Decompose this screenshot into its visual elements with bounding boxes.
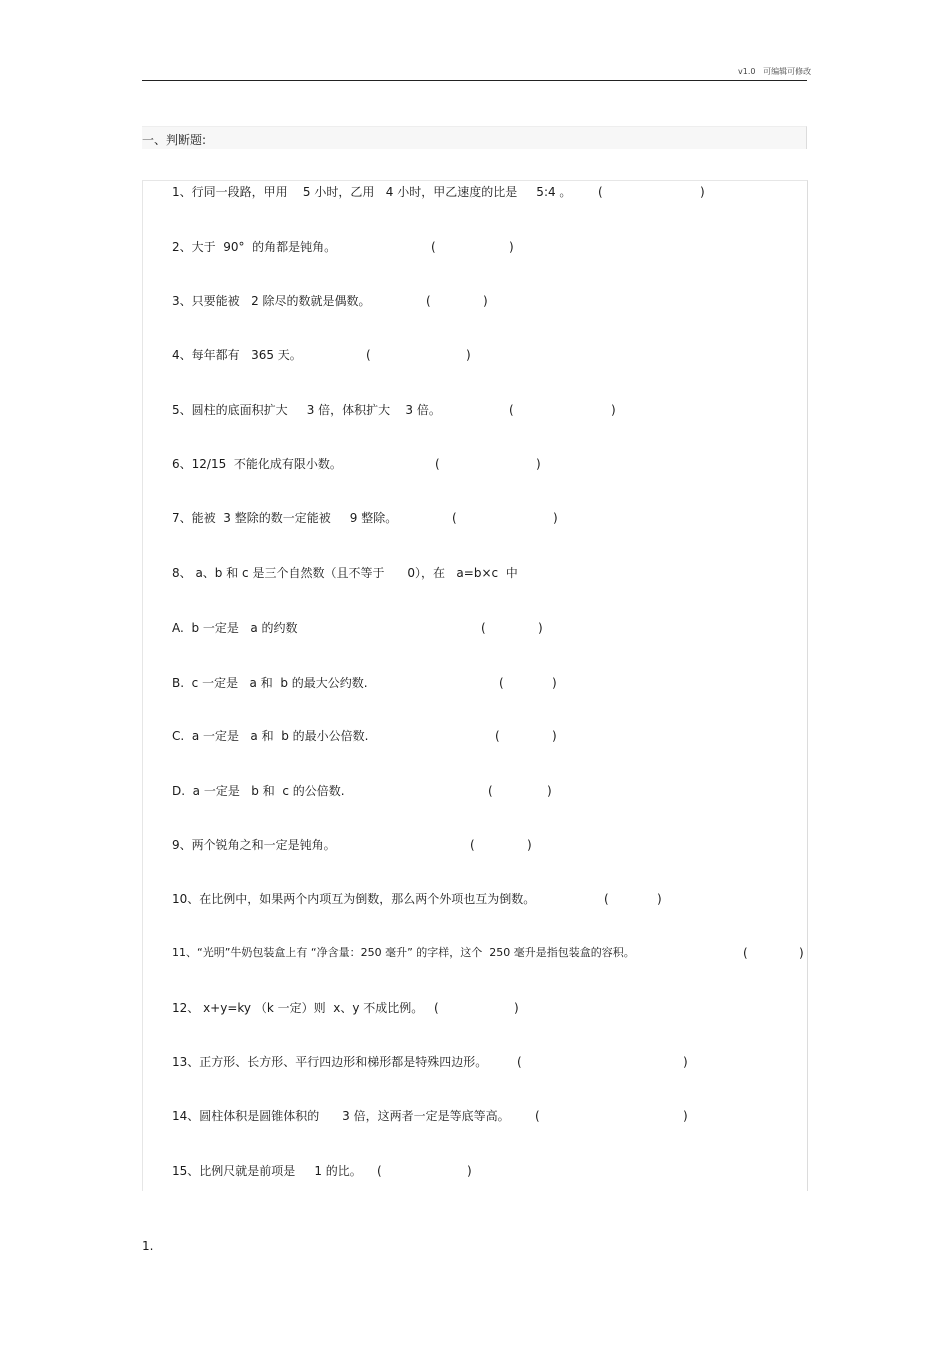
answer-paren-close-8a: ) [538,621,543,635]
section-title: 一、判断题: [142,133,207,147]
question-9: 9、两个锐角之和一定是钝角。 [172,838,336,852]
answer-paren-open-15: ( [377,1164,382,1178]
answer-paren-close-9: ) [527,838,532,852]
answer-paren-open-1: ( [598,185,603,199]
answer-paren-open-5: ( [509,403,514,417]
question-14: 14、圆柱体积是圆锥体积的 3 倍，这两者一定是等底等高。 [172,1109,510,1123]
answer-paren-close-8d: ) [547,784,552,798]
question-15: 15、比例尺就是前项是 1 的比。 [172,1164,362,1178]
answer-paren-close-6: ) [536,457,541,471]
answer-paren-close-5: ) [611,403,616,417]
answer-paren-close-13: ) [683,1055,688,1069]
answer-paren-open-10: ( [604,892,609,906]
answer-paren-open-4: ( [366,348,371,362]
question-6: 6、12/15 不能化成有限小数。 [172,457,342,471]
answer-paren-close-2: ) [509,240,514,254]
question-7: 7、能被 3 整除的数一定能被 9 整除。 [172,511,398,525]
answer-paren-close-8c: ) [552,729,557,743]
answer-paren-open-14: ( [535,1109,540,1123]
question-13: 13、正方形、长方形、平行四边形和梯形都是特殊四边形。 [172,1055,488,1069]
page-number: 1. [142,1239,154,1253]
question-4: 4、每年都有 365 天。 [172,348,302,362]
answer-paren-close-8b: ) [552,676,557,690]
question-12: 12、 x+y=ky （k 一定）则 x、y 不成比例。 [172,1001,424,1015]
answer-paren-close-4: ) [466,348,471,362]
answer-paren-close-15: ) [467,1164,472,1178]
answer-paren-open-8d: ( [488,784,493,798]
answer-paren-open-3: ( [426,294,431,308]
header-divider [142,80,807,81]
answer-paren-close-7: ) [553,511,558,525]
answer-paren-open-11: ( [743,946,748,960]
answer-paren-close-10: ) [657,892,662,906]
answer-paren-open-9: ( [470,838,475,852]
answer-paren-open-13: ( [517,1055,522,1069]
question-1: 1、行同一段路，甲用 5 小时，乙用 4 小时，甲乙速度的比是 5:4 。 [172,185,572,199]
answer-paren-open-8b: ( [499,676,504,690]
question-10: 10、在比例中，如果两个内项互为倒数，那么两个外项也互为倒数。 [172,892,536,906]
answer-paren-close-3: ) [483,294,488,308]
answer-paren-open-2: ( [431,240,436,254]
question-8-option-a: A. b 一定是 a 的约数 [172,621,298,635]
question-5: 5、圆柱的底面积扩大 3 倍，体积扩大 3 倍。 [172,403,441,417]
answer-paren-close-11: ) [799,946,804,960]
question-3: 3、只要能被 2 除尽的数就是偶数。 [172,294,371,308]
answer-paren-open-8c: ( [495,729,500,743]
question-8: 8、 a、b 和 c 是三个自然数（且不等于 0），在 a=b×c 中 [172,566,518,580]
question-8-option-c: C. a 一定是 a 和 b 的最小公倍数. [172,729,369,743]
answer-paren-close-12: ) [514,1001,519,1015]
question-11: 11、“光明”牛奶包装盒上有 “净含量：250 毫升” 的字样，这个 250 毫升是指包装盒的容积。 [172,946,635,959]
answer-paren-close-14: ) [683,1109,688,1123]
answer-paren-open-6: ( [435,457,440,471]
question-8-option-b: B. c 一定是 a 和 b 的最大公约数. [172,676,368,690]
answer-paren-open-8a: ( [481,621,486,635]
section-header [142,126,807,149]
answer-paren-close-1: ) [700,185,705,199]
answer-paren-open-7: ( [452,511,457,525]
header-version-note: v1.0 可编辑可修改 [738,67,812,76]
answer-paren-open-12: ( [434,1001,439,1015]
question-2: 2、大于 90° 的角都是钝角。 [172,240,337,254]
question-8-option-d: D. a 一定是 b 和 c 的公倍数. [172,784,345,798]
